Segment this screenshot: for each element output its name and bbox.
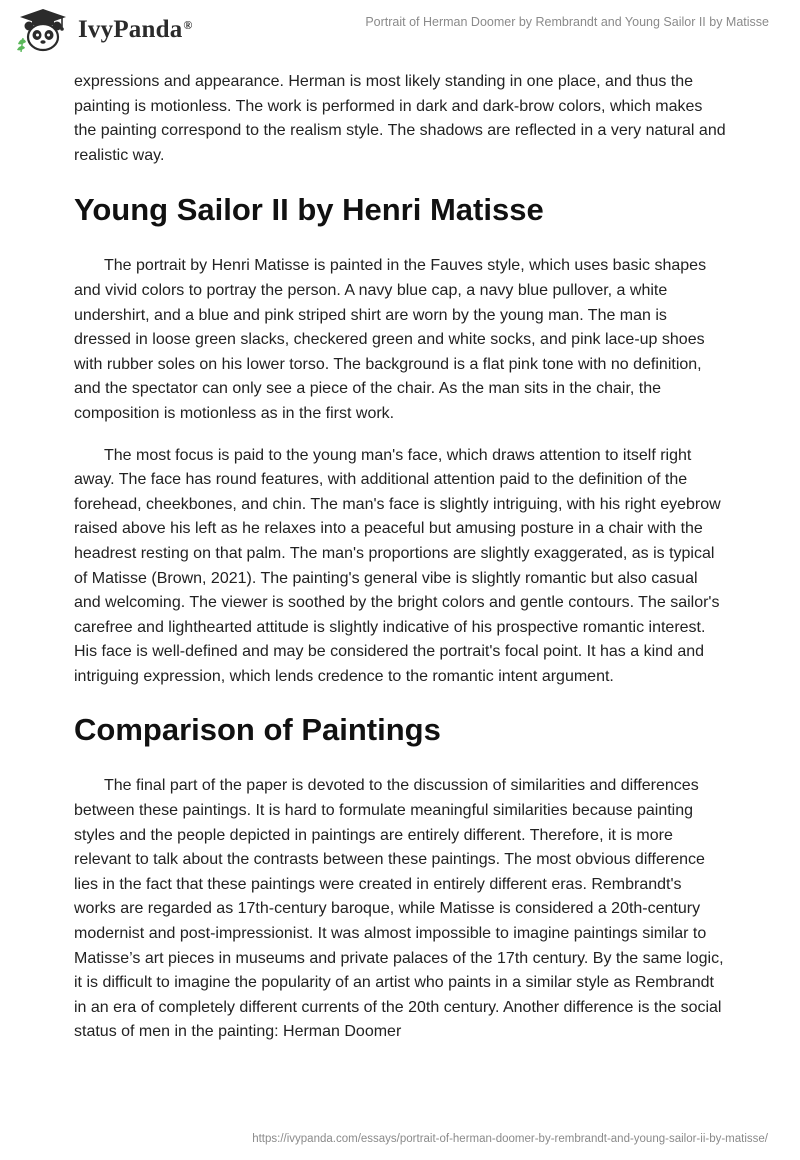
brand-name: IvyPanda®	[78, 16, 193, 43]
section-heading-comparison: Comparison of Paintings	[74, 712, 441, 748]
essay-content	[74, 70, 726, 1045]
panda-graduate-icon	[14, 8, 72, 52]
ivypanda-logo[interactable]	[14, 8, 193, 52]
section-heading-young-sailor: Young Sailor II by Henri Matisse	[74, 192, 544, 228]
paragraph-matisse-style: The portrait by Henri Matisse is painted in the Fauves style, which uses basic shapes and vivid colors to portray the person. A navy blue cap, a navy blue pullover, a white undershirt, and a blue and pink striped shirt are worn by the young man. The man is dressed in loose green slacks, checkered green and white socks, and pink lace-up shoes with rubber soles on his lower torso. The background is a flat pink tone with no definition, and the spectator can only see a piece of the chair. As the man sits in the chair, the composition is motionless as in the first work.	[74, 257, 707, 422]
page-header	[0, 0, 800, 64]
document-title: Portrait of Herman Doomer by Rembrandt and Young Sailor II by Matisse	[365, 15, 769, 29]
paragraph-matisse-face: The most focus is paid to the young man's face, which draws attention to itself right away. The face has round features, with additional attention paid to the definition of the forehead, cheekbones, and chin. The man's face is slightly intriguing, with his right eyebrow raised above his left as he relaxes into a peaceful but amusing posture in a chair with the headrest resting on that palm. The man's proportions are slightly exaggerated, as is typical of Matisse (Brown, 2021). The painting's general vibe is slightly romantic but also casual and welcoming. The viewer is soothed by the bright colors and gentle contours. The sailor's carefree and lighthearted attitude is slightly indicative of his prospective romantic interest. His face is well-defined and may be considered the portrait's focal point. It has a kind and intriguing expression, which lends credence to the romantic intent argument.	[74, 446, 721, 685]
paragraph-comparison: The final part of the paper is devoted to the discussion of similarities and differences between these paintings. It is hard to formulate meaningful similarities because painting styles and the people depicted in paintings are entirely different. Therefore, it is more relevant to talk about the contrasts between these paintings. The most obvious difference lies in the fact that these paintings were created in entirely different eras. Rembrandt's works are regarded as 17th-century baroque, while Matisse is considered a 20th-century modernist and post-impressionist. It was almost impossible to imagine paintings similar to Matisse’s art pieces in museums and private palaces of the 17th century. By the same logic, it is difficult to imagine the popularity of an artist who paints in a similar style as Rembrandt in an era of completely different currents of the 20th century. Another difference is the social status of men in the painting: Herman Doomer	[74, 777, 724, 1041]
paragraph-intro-continuation: expressions and appearance. Herman is most likely standing in one place, and thus the painting is motionless. The work is performed in dark and dark-brow colors, which makes the painting correspond to the realism style. The shadows are reflected in a very natural and realistic way.	[74, 73, 726, 164]
source-url[interactable]: https://ivypanda.com/essays/portrait-of-herman-doomer-by-rembrandt-and-young-sailor-ii-by-matisse/	[252, 1133, 768, 1145]
